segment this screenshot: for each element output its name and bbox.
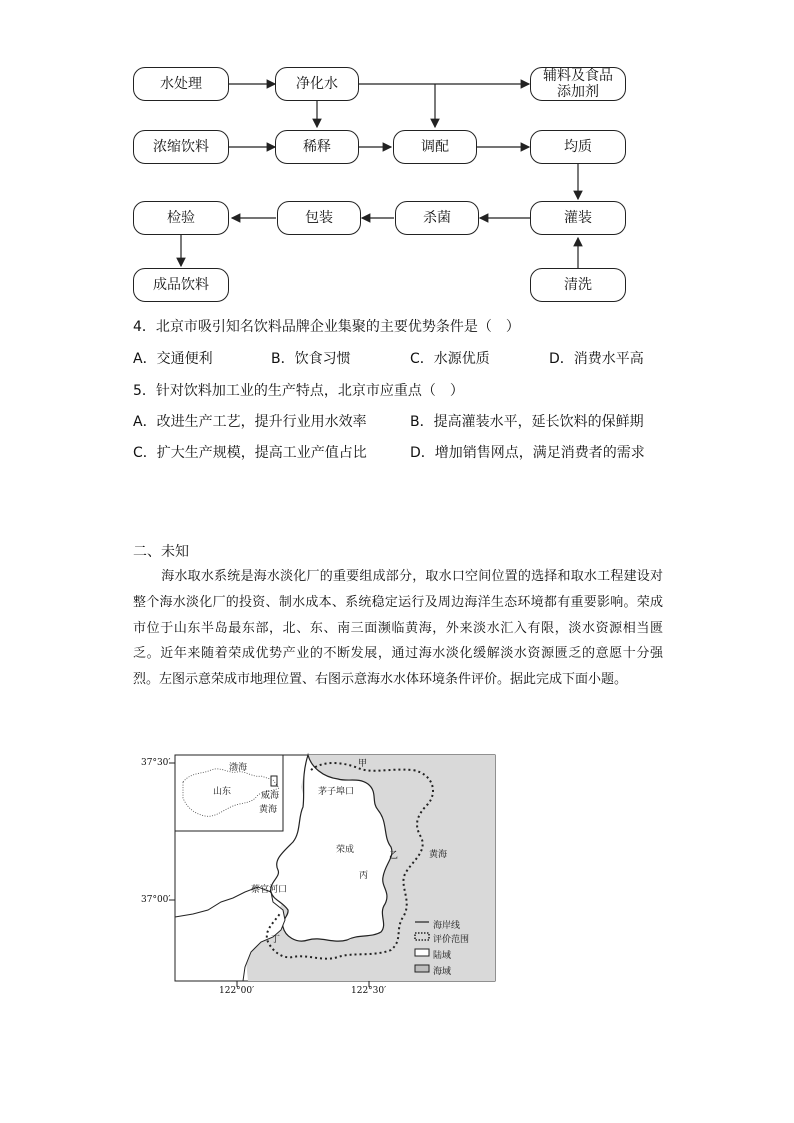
inset-weihai: 威海 <box>261 791 280 801</box>
label-yi: 乙 <box>389 851 399 861</box>
node-sterilize: 杀菌 <box>395 201 479 235</box>
passage <box>133 564 663 693</box>
label-rongcheng: 荣成 <box>336 845 355 855</box>
production-flowchart <box>0 0 794 310</box>
node-purified-water: 净化水 <box>275 67 359 101</box>
inset-huanghai: 黄海 <box>259 805 278 815</box>
question-4-stem: 4．北京市吸引知名饮料品牌企业集聚的主要优势条件是（ ） <box>133 319 520 335</box>
node-concentrate: 浓缩饮料 <box>133 130 229 164</box>
rongcheng-map <box>133 752 513 997</box>
q4-option-a[interactable]: A．交通便利 <box>133 351 213 367</box>
q4-option-d[interactable]: D．消费水平高 <box>549 351 644 367</box>
q5-option-a[interactable]: A．改进生产工艺，提升行业用水效率 <box>133 414 367 430</box>
q4-option-c[interactable]: C．水源优质 <box>410 351 490 367</box>
label-ding: 丁 <box>271 935 281 945</box>
node-additives: 辅料及食品 添加剂 <box>530 67 626 101</box>
q4-option-b[interactable]: B．饮食习惯 <box>271 351 351 367</box>
inset-shandong: 山东 <box>213 787 232 797</box>
label-jia: 甲 <box>358 759 368 769</box>
lat-37-30: 37°30′ <box>141 758 171 768</box>
node-blending: 调配 <box>393 130 477 164</box>
legend-land: 陆域 <box>433 951 452 961</box>
legend-range: 评价范围 <box>433 935 470 945</box>
node-finished-drink: 成品饮料 <box>133 268 229 302</box>
q5-option-b[interactable]: B．提高灌装水平，延长饮料的保鲜期 <box>410 414 644 430</box>
node-filling: 灌装 <box>530 201 626 235</box>
node-homogenize: 均质 <box>530 130 626 164</box>
q5-option-d[interactable]: D．增加销售网点，满足消费者的需求 <box>410 445 645 461</box>
node-packaging: 包装 <box>277 201 361 235</box>
lon-122-00: 122°00′ <box>219 986 255 996</box>
node-water-treatment: 水处理 <box>133 67 229 101</box>
passage-text: 海水取水系统是海水淡化厂的重要组成部分，取水口空间位置的选择和取水工程建设对整个海水淡化厂的投资、制水成本、系统稳定运行及周边海洋生态环境都有重要影响。荣成市位于山东半岛最东部，北、东、南三面濒临黄海，外来淡水汇入有限，淡水资源相当匮乏。近年来随着荣成优势产业的不断发展，通过海水淡化缓解淡水资源匮乏的意愿十分强烈。左图示意荣成市地理位置、右图示意海水水体环境条件评价。据此完成下面小题。 <box>133 569 663 688</box>
lat-37-00: 37°00′ <box>141 895 171 905</box>
legend-sea: 海域 <box>433 967 452 977</box>
lon-122-30: 122°30′ <box>351 986 387 996</box>
section-title: 二、未知 <box>133 544 189 560</box>
node-cleaning: 清洗 <box>530 268 626 302</box>
node-inspection: 检验 <box>133 201 229 235</box>
label-huanghai: 黄海 <box>429 850 448 860</box>
q5-option-c[interactable]: C．扩大生产规模，提高工业产值占比 <box>133 445 367 461</box>
inset-bohai: 渤海 <box>229 763 248 773</box>
legend-coastline: 海岸线 <box>433 921 461 931</box>
node-dilution: 稀释 <box>275 130 359 164</box>
label-caiguan: 蔡官河口 <box>251 885 288 895</box>
label-maozi: 茅子埠口 <box>318 787 355 797</box>
label-bing: 丙 <box>359 871 369 881</box>
question-5-stem: 5．针对饮料加工业的生产特点，北京市应重点（ ） <box>133 383 464 399</box>
